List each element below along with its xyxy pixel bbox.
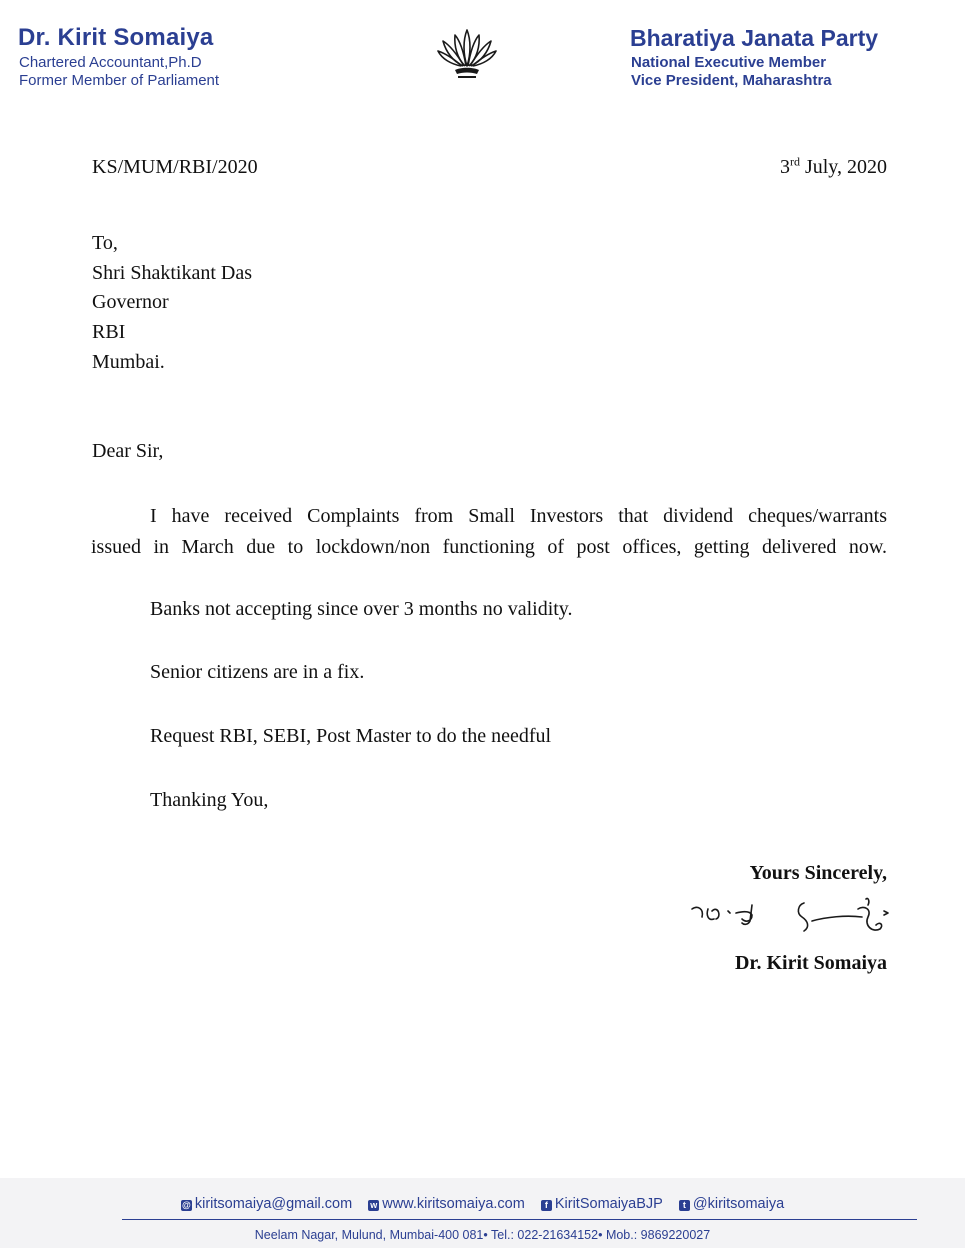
paragraph-1-line-1: I have received Complaints from Small Investors that dividend cheques/warrants [150, 505, 887, 527]
party-name: Bharatiya Janata Party [630, 25, 879, 51]
recipient-name: Shri Shaktikant Das [92, 262, 252, 284]
footer-separator: • [598, 1228, 603, 1242]
signatory-name: Dr. Kirit Somaiya [734, 952, 887, 974]
paragraph-2: Banks not accepting since over 3 months no validity. [150, 598, 573, 620]
lotus-logo-icon [437, 26, 497, 82]
letterhead-former-title: Former Member of Parliament [19, 72, 220, 89]
letterhead-name: Dr. Kirit Somaiya [18, 24, 214, 51]
globe-icon: w [370, 1200, 378, 1210]
letterhead-qualification: Chartered Accountant,Ph.D [19, 54, 202, 71]
recipient-title: Governor [92, 291, 169, 313]
salutation: Dear Sir, [92, 440, 164, 462]
footer-tel: Tel.: 022-21634152 [491, 1228, 599, 1242]
paragraph-4: Request RBI, SEBI, Post Master to do the needful [150, 725, 552, 747]
date-day: 3 [779, 156, 790, 178]
thanks-line: Thanking You, [150, 789, 269, 811]
footer-website-text: www.kiritsomaiya.com [382, 1196, 525, 1212]
address-to: To, [92, 232, 118, 254]
facebook-icon: f [541, 1200, 552, 1211]
footer-facebook-text: KiritSomaiyaBJP [554, 1196, 663, 1212]
footer-website[interactable] [368, 1196, 525, 1212]
letter-date [779, 154, 887, 178]
paragraph-3: Senior citizens are in a fix. [150, 661, 365, 683]
twitter-icon: t [679, 1200, 690, 1211]
party-role-2: Vice President, Maharashtra [631, 72, 832, 89]
recipient-city: Mumbai. [92, 351, 165, 373]
paragraph-1-line-2: issued in March due to lockdown/non functioning of post offices, getting delivered now. [91, 536, 887, 558]
footer-mob: Mob.: 9869220027 [605, 1228, 711, 1242]
footer-email[interactable] [181, 1196, 352, 1212]
handwritten-signature [686, 895, 896, 941]
closing: Yours Sincerely, [749, 862, 887, 884]
footer-email-text: kiritsomaiya@gmail.com [194, 1196, 353, 1212]
email-icon: @ [181, 1200, 191, 1210]
date-month-year: July, 2020 [799, 156, 887, 178]
recipient-org: RBI [92, 321, 126, 343]
date-suffix: rd [789, 154, 800, 169]
footer-contacts [0, 1196, 965, 1212]
footer-twitter[interactable] [679, 1196, 784, 1212]
party-role-1: National Executive Member [631, 54, 827, 71]
footer-twitter-text: @kiritsomaiya [692, 1196, 785, 1212]
footer-separator: • [483, 1228, 488, 1242]
footer-address-line [0, 1228, 965, 1242]
reference-number: KS/MUM/RBI/2020 [92, 156, 258, 178]
footer-facebook[interactable] [541, 1196, 663, 1212]
footer-address: Neelam Nagar, Mulund, Mumbai-400 081 [254, 1228, 484, 1242]
footer-divider [122, 1219, 917, 1220]
